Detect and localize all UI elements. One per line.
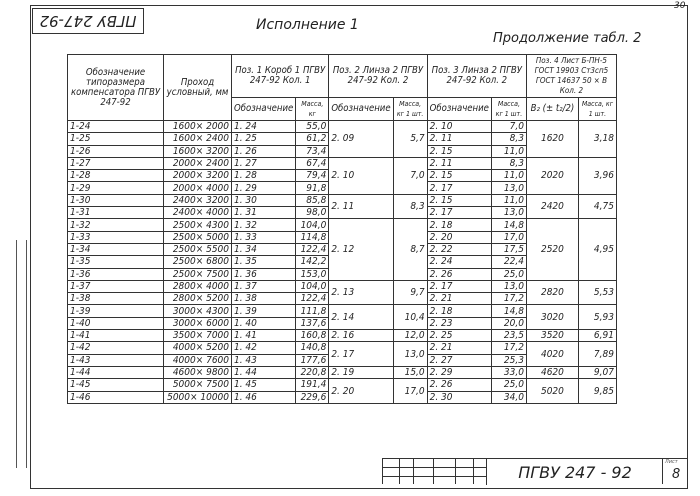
cell-mass3: 25,3 — [491, 354, 526, 366]
cell-mass4: 5,53 — [578, 280, 616, 305]
cell-mass4: 4,95 — [578, 219, 616, 280]
table-row — [68, 157, 617, 169]
cell-pos1: 1. 28 — [232, 170, 296, 182]
cell-mass1: 104,0 — [296, 280, 329, 292]
cell-mass2: 7,0 — [393, 157, 427, 194]
table-body — [68, 121, 617, 404]
cell-mass1: 79,4 — [296, 170, 329, 182]
cell-pos1: 1. 32 — [232, 219, 296, 231]
cell-pos3: 2. 20 — [427, 231, 491, 243]
bottom-stamp: ПГВУ 247 - 92 — [486, 458, 663, 485]
page-title: Исполнение 1 — [256, 17, 359, 33]
cell-mass3: 11,0 — [491, 170, 526, 182]
cell-designation: 1-38 — [68, 293, 164, 305]
header-row — [68, 55, 617, 98]
header-pos3: Поз. 3 Линза 2 ПГВУ 247-92 Кол. 2 — [427, 55, 526, 98]
cell-nominal: 2000× 4000 — [164, 182, 232, 194]
cell-pos3: 2. 26 — [427, 379, 491, 391]
cell-mass1: 61,2 — [296, 133, 329, 145]
cell-mass1: 177,6 — [296, 354, 329, 366]
cell-nominal: 2500× 5000 — [164, 231, 232, 243]
sheet-label: Лист — [665, 459, 678, 465]
cell-mass2: 13,0 — [393, 342, 427, 367]
cell-pos1: 1. 34 — [232, 243, 296, 255]
header-designation: Обозначение типоразмера компенсатора ПГВУ 247-92 — [68, 55, 164, 121]
table-row — [68, 305, 617, 317]
cell-nominal: 5000× 10000 — [164, 391, 232, 403]
cell-designation: 1-41 — [68, 330, 164, 342]
cell-mass2: 5,7 — [393, 121, 427, 158]
cell-designation: 1-31 — [68, 207, 164, 219]
cell-mass2: 9,7 — [393, 280, 427, 305]
cell-pos2: 2. 11 — [329, 194, 393, 219]
side-stamp-columns — [6, 240, 28, 468]
cell-pos1: 1. 40 — [232, 317, 296, 329]
cell-mass3: 22,4 — [491, 256, 526, 268]
cell-nominal: 1600× 3200 — [164, 145, 232, 157]
cell-mass3: 7,0 — [491, 121, 526, 133]
cell-nominal: 2000× 2400 — [164, 157, 232, 169]
cell-mass4: 4,75 — [578, 194, 616, 219]
cell-nominal: 2500× 6800 — [164, 256, 232, 268]
cell-pos3: 2. 15 — [427, 145, 491, 157]
cell-designation: 1-44 — [68, 366, 164, 378]
sub-b2: В₂ (± t₂/2) — [526, 98, 578, 121]
cell-mass1: 91,8 — [296, 182, 329, 194]
header-pos4: Поз. 4 Лист Б-ПН-5 ГОСТ 19903 Ст3сп5 ГОСТ 14637 50 × В Кол. 2 — [526, 55, 616, 98]
cell-mass3: 14,8 — [491, 219, 526, 231]
cell-b2: 5020 — [526, 379, 578, 404]
cell-mass4: 5,93 — [578, 305, 616, 330]
cell-mass1: 98,0 — [296, 207, 329, 219]
cell-b2: 4620 — [526, 366, 578, 378]
cell-mass1: 85,8 — [296, 194, 329, 206]
cell-designation: 1-30 — [68, 194, 164, 206]
cell-designation: 1-35 — [68, 256, 164, 268]
cell-mass2: 15,0 — [393, 366, 427, 378]
cell-pos3: 2. 23 — [427, 317, 491, 329]
cell-pos3: 2. 21 — [427, 342, 491, 354]
cell-mass1: 220,8 — [296, 366, 329, 378]
table-row — [68, 379, 617, 391]
cell-pos1: 1. 30 — [232, 194, 296, 206]
cell-pos1: 1. 35 — [232, 256, 296, 268]
cell-designation: 1-36 — [68, 268, 164, 280]
cell-pos1: 1. 29 — [232, 182, 296, 194]
cell-mass3: 33,0 — [491, 366, 526, 378]
cell-nominal: 1600× 2000 — [164, 121, 232, 133]
cell-mass3: 11,0 — [491, 194, 526, 206]
cell-pos2: 2. 16 — [329, 330, 393, 342]
cell-pos1: 1. 36 — [232, 268, 296, 280]
table-row — [68, 194, 617, 206]
continuation-label: Продолжение табл. 2 — [493, 31, 642, 46]
cell-mass1: 140,8 — [296, 342, 329, 354]
cell-designation: 1-24 — [68, 121, 164, 133]
cell-pos2: 2. 13 — [329, 280, 393, 305]
sub-mass-4: Масса, кг 1 шт. — [578, 98, 616, 121]
cell-mass2: 8,7 — [393, 219, 427, 280]
cell-mass3: 17,0 — [491, 231, 526, 243]
cell-nominal: 1600× 2400 — [164, 133, 232, 145]
cell-nominal: 4600× 9800 — [164, 366, 232, 378]
cell-designation: 1-27 — [68, 157, 164, 169]
cell-pos3: 2. 25 — [427, 330, 491, 342]
table-row — [68, 121, 617, 133]
cell-pos3: 2. 21 — [427, 293, 491, 305]
sub-designation-2: Обозначение — [329, 98, 393, 121]
cell-pos3: 2. 17 — [427, 182, 491, 194]
cell-pos1: 1. 38 — [232, 293, 296, 305]
bottom-stamp-grid — [382, 458, 486, 484]
cell-mass1: 122,4 — [296, 293, 329, 305]
cell-pos3: 2. 24 — [427, 256, 491, 268]
cell-pos2: 2. 12 — [329, 219, 393, 280]
cell-mass2: 17,0 — [393, 379, 427, 404]
cell-pos2: 2. 10 — [329, 157, 393, 194]
cell-mass1: 142,2 — [296, 256, 329, 268]
cell-pos3: 2. 27 — [427, 354, 491, 366]
table-row — [68, 366, 617, 378]
cell-pos3: 2. 22 — [427, 243, 491, 255]
cell-pos3: 2. 15 — [427, 194, 491, 206]
cell-mass3: 13,0 — [491, 182, 526, 194]
cell-mass1: 122,4 — [296, 243, 329, 255]
cell-mass2: 12,0 — [393, 330, 427, 342]
cell-nominal: 5000× 7500 — [164, 379, 232, 391]
sub-designation-3: Обозначение — [427, 98, 491, 121]
cell-mass3: 13,0 — [491, 280, 526, 292]
cell-nominal: 2500× 4300 — [164, 219, 232, 231]
cell-pos1: 1. 44 — [232, 366, 296, 378]
header-pos2: Поз. 2 Линза 2 ПГВУ 247-92 Кол. 2 — [329, 55, 427, 98]
cell-pos2: 2. 09 — [329, 121, 393, 158]
cell-designation: 1-33 — [68, 231, 164, 243]
cell-mass2: 10,4 — [393, 305, 427, 330]
cell-pos1: 1. 41 — [232, 330, 296, 342]
cell-mass3: 8,3 — [491, 133, 526, 145]
cell-mass1: 55,0 — [296, 121, 329, 133]
cell-nominal: 4000× 7600 — [164, 354, 232, 366]
cell-pos3: 2. 29 — [427, 366, 491, 378]
cell-b2: 2520 — [526, 219, 578, 280]
cell-mass3: 17,2 — [491, 293, 526, 305]
cell-pos2: 2. 14 — [329, 305, 393, 330]
cell-nominal: 4000× 5200 — [164, 342, 232, 354]
cell-pos1: 1. 37 — [232, 280, 296, 292]
cell-pos1: 1. 31 — [232, 207, 296, 219]
cell-mass3: 20,0 — [491, 317, 526, 329]
cell-nominal: 2800× 5200 — [164, 293, 232, 305]
cell-pos3: 2. 11 — [427, 157, 491, 169]
cell-pos3: 2. 11 — [427, 133, 491, 145]
cell-mass1: 153,0 — [296, 268, 329, 280]
cell-nominal: 2000× 3200 — [164, 170, 232, 182]
cell-designation: 1-28 — [68, 170, 164, 182]
cell-mass1: 191,4 — [296, 379, 329, 391]
cell-designation: 1-46 — [68, 391, 164, 403]
cell-pos1: 1. 26 — [232, 145, 296, 157]
cell-designation: 1-26 — [68, 145, 164, 157]
table-row — [68, 219, 617, 231]
cell-mass2: 8,3 — [393, 194, 427, 219]
cell-mass1: 73,4 — [296, 145, 329, 157]
sub-mass-1: Масса, кг — [296, 98, 329, 121]
cell-pos3: 2. 10 — [427, 121, 491, 133]
cell-mass1: 229,6 — [296, 391, 329, 403]
cell-pos3: 2. 30 — [427, 391, 491, 403]
cell-designation: 1-43 — [68, 354, 164, 366]
cell-designation: 1-25 — [68, 133, 164, 145]
page-corner-number: 30 — [674, 1, 686, 11]
cell-mass3: 23,5 — [491, 330, 526, 342]
cell-mass3: 25,0 — [491, 379, 526, 391]
cell-pos1: 1. 24 — [232, 121, 296, 133]
cell-pos3: 2. 17 — [427, 207, 491, 219]
spec-table — [67, 54, 617, 404]
cell-mass3: 13,0 — [491, 207, 526, 219]
cell-mass4: 3,96 — [578, 157, 616, 194]
cell-pos2: 2. 20 — [329, 379, 393, 404]
cell-pos3: 2. 18 — [427, 219, 491, 231]
cell-designation: 1-40 — [68, 317, 164, 329]
cell-pos1: 1. 27 — [232, 157, 296, 169]
sub-mass-3: Масса, кг 1 шт. — [491, 98, 526, 121]
cell-designation: 1-37 — [68, 280, 164, 292]
cell-nominal: 2500× 5500 — [164, 243, 232, 255]
cell-nominal: 3500× 7000 — [164, 330, 232, 342]
cell-pos3: 2. 17 — [427, 280, 491, 292]
cell-pos1: 1. 43 — [232, 354, 296, 366]
cell-designation: 1-45 — [68, 379, 164, 391]
cell-mass3: 8,3 — [491, 157, 526, 169]
cell-designation: 1-42 — [68, 342, 164, 354]
cell-pos2: 2. 19 — [329, 366, 393, 378]
cell-b2: 3020 — [526, 305, 578, 330]
cell-mass1: 114,8 — [296, 231, 329, 243]
table-row — [68, 342, 617, 354]
cell-designation: 1-34 — [68, 243, 164, 255]
cell-pos3: 2. 15 — [427, 170, 491, 182]
sub-mass-2: Масса, кг 1 шт. — [393, 98, 427, 121]
sub-designation-1: Обозначение — [232, 98, 296, 121]
table-row — [68, 330, 617, 342]
cell-mass4: 3,18 — [578, 121, 616, 158]
cell-mass3: 34,0 — [491, 391, 526, 403]
cell-pos1: 1. 42 — [232, 342, 296, 354]
cell-nominal: 2500× 7500 — [164, 268, 232, 280]
cell-mass1: 104,0 — [296, 219, 329, 231]
cell-mass3: 25,0 — [491, 268, 526, 280]
cell-pos1: 1. 46 — [232, 391, 296, 403]
cell-mass1: 111,8 — [296, 305, 329, 317]
cell-nominal: 2800× 4000 — [164, 280, 232, 292]
cell-mass3: 11,0 — [491, 145, 526, 157]
top-stamp: ПГВУ 247-92 — [32, 8, 144, 34]
cell-mass1: 137,6 — [296, 317, 329, 329]
cell-mass4: 6,91 — [578, 330, 616, 342]
cell-mass4: 7,89 — [578, 342, 616, 367]
cell-nominal: 3000× 4300 — [164, 305, 232, 317]
cell-designation: 1-32 — [68, 219, 164, 231]
cell-mass1: 67,4 — [296, 157, 329, 169]
cell-pos1: 1. 33 — [232, 231, 296, 243]
cell-b2: 4020 — [526, 342, 578, 367]
cell-pos2: 2. 17 — [329, 342, 393, 367]
cell-mass3: 17,5 — [491, 243, 526, 255]
cell-pos1: 1. 39 — [232, 305, 296, 317]
cell-nominal: 2400× 3200 — [164, 194, 232, 206]
cell-pos3: 2. 26 — [427, 268, 491, 280]
sheet-number: 8 — [672, 467, 681, 482]
cell-mass3: 17,2 — [491, 342, 526, 354]
cell-mass4: 9,07 — [578, 366, 616, 378]
cell-b2: 2820 — [526, 280, 578, 305]
header-pos1: Поз. 1 Короб 1 ПГВУ 247-92 Кол. 1 — [232, 55, 329, 98]
cell-designation: 1-39 — [68, 305, 164, 317]
cell-mass3: 14,8 — [491, 305, 526, 317]
cell-nominal: 2400× 4000 — [164, 207, 232, 219]
cell-b2: 3520 — [526, 330, 578, 342]
cell-mass4: 9,85 — [578, 379, 616, 404]
cell-b2: 2420 — [526, 194, 578, 219]
cell-pos1: 1. 45 — [232, 379, 296, 391]
table-row — [68, 280, 617, 292]
cell-designation: 1-29 — [68, 182, 164, 194]
cell-pos3: 2. 18 — [427, 305, 491, 317]
cell-mass1: 160,8 — [296, 330, 329, 342]
cell-b2: 2020 — [526, 157, 578, 194]
cell-pos1: 1. 25 — [232, 133, 296, 145]
header-nominal: Проход условный, мм — [164, 55, 232, 121]
cell-nominal: 3000× 6000 — [164, 317, 232, 329]
cell-b2: 1620 — [526, 121, 578, 158]
sheet-number-box — [662, 458, 688, 484]
